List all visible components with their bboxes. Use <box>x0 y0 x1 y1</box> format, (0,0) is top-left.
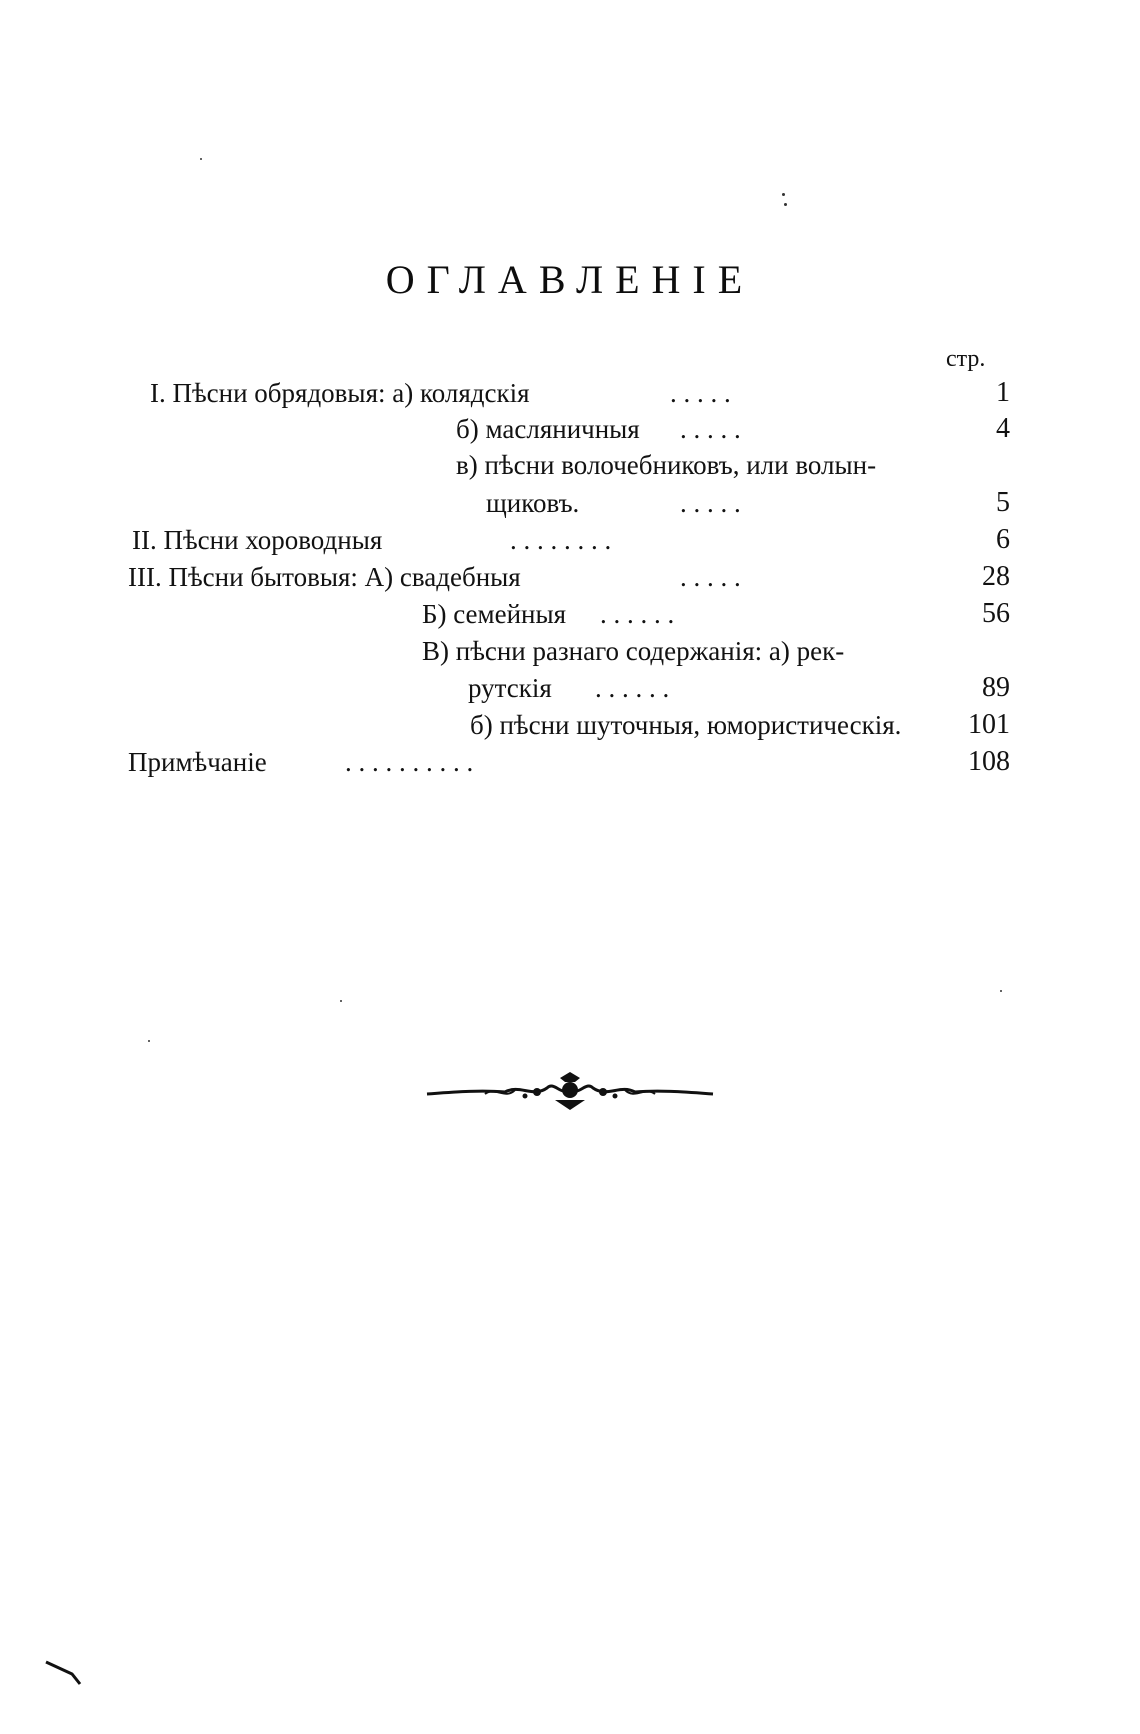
toc-entry-label: б) пѣсни шуточныя, юмористическія. <box>470 710 902 740</box>
toc-entry-label: I. Пѣсни обрядовыя: а) колядскія <box>150 378 530 408</box>
toc-entry-label: Примѣчаніе <box>128 747 267 777</box>
toc-entry-page: 28 <box>982 561 1010 592</box>
toc-entry-page: 108 <box>968 746 1010 777</box>
toc-entry-dots: . . . . . <box>680 414 741 444</box>
toc-entry-dots: . . . . . . <box>600 599 675 629</box>
toc-entry-label: щиковъ. <box>486 488 580 518</box>
toc-entry-dots: . . . . . <box>670 378 731 408</box>
toc-entry-label: в) пѣсни волочебниковъ, или волын- <box>456 450 877 480</box>
ornament-flourish-icon <box>425 1070 715 1114</box>
toc-entry-page: 101 <box>968 709 1010 740</box>
toc-entry-page: 56 <box>982 598 1010 629</box>
scan-speck <box>340 1000 342 1002</box>
toc-entry-dots: . . . . . <box>680 488 741 518</box>
scan-speck <box>148 1040 150 1042</box>
toc-entry-label: II. Пѣсни хороводныя <box>132 525 383 555</box>
toc-entry-label: б) масляничныя <box>456 414 640 444</box>
scan-speck <box>782 193 785 196</box>
toc-entry-page: 89 <box>982 672 1010 703</box>
toc-entry-dots: . . . . . . . . <box>510 525 612 555</box>
toc-entry-label: Б) семейныя <box>422 599 567 629</box>
scan-speck <box>200 158 202 160</box>
toc-entry-dots: . . . . . . <box>595 673 670 703</box>
toc-entry-page: 4 <box>996 413 1010 444</box>
toc-entry-label: III. Пѣсни бытовыя: А) свадебныя <box>128 562 521 592</box>
scan-speck <box>1000 990 1002 992</box>
toc-entry-label: В) пѣсни разнаго содержанія: а) рек- <box>422 636 845 666</box>
toc-entry-page: 6 <box>996 524 1010 555</box>
toc-entry-dots: . . . . . . . . . . <box>345 747 474 777</box>
toc-entry-page: 1 <box>996 377 1010 408</box>
page-title: ОГЛАВЛЕНІЕ <box>385 257 755 302</box>
scan-mark-icon <box>44 1658 84 1688</box>
toc-entry-dots: . . . . . <box>680 562 741 592</box>
toc-entry-label: рутскія <box>468 673 552 703</box>
page-column-header: стр. <box>946 346 986 372</box>
scan-speck <box>784 203 787 206</box>
toc-entry-page: 5 <box>996 487 1010 518</box>
